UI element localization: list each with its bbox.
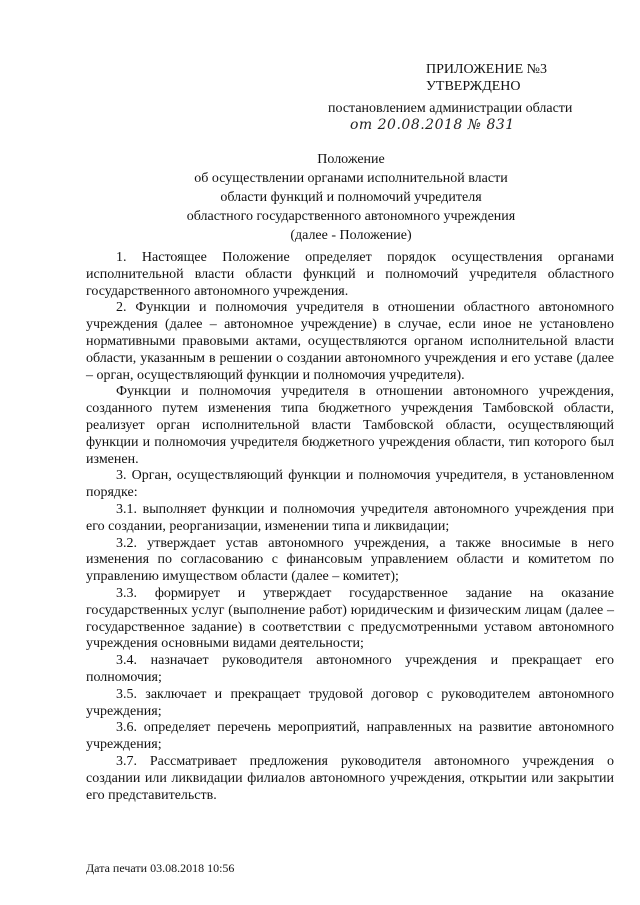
appendix-number: ПРИЛОЖЕНИЕ №3 xyxy=(426,62,547,77)
title-line: Положение xyxy=(317,152,385,167)
clause-3-3: 3.3. формирует и утверждает государственное задание на оказание государственных услуг (выполнение работ) юридическим и физическим лицам (далее – государственное задание) в соответствии с предусмотренными уставом автономного учреждения основными видами деятельности; xyxy=(86,585,614,652)
handwritten-date-number: от 20.08.2018 № 831 xyxy=(350,117,515,133)
clause-3-6: 3.6. определяет перечень мероприятий, направленных на развитие автономного учреждения; xyxy=(86,720,614,753)
paragraph-2-continuation: Функции и полномочия учредителя в отношении автономного учреждения, созданного путем изменения типа бюджетного учреждения Тамбовской области, реализует орган исполнительной власти Тамбовской области, осуществляющий функции и полномочия учредителя бюджетного учреждения области, тип которого был изменен. xyxy=(86,384,614,467)
print-date: Дата печати 03.08.2018 10:56 xyxy=(86,861,235,875)
title-line: об осуществлении органами исполнительной власти xyxy=(194,171,508,186)
decree-reference: постановлением администрации области xyxy=(328,101,573,116)
clause-3-5: 3.5. заключает и прекращает трудовой договор с руководителем автономного учреждения; xyxy=(86,686,614,719)
approved-label: УТВЕРЖДЕНО xyxy=(426,79,521,94)
paragraph-3: 3. Орган, осуществляющий функции и полномочия учредителя, в установленном порядке: xyxy=(86,468,614,501)
title-line: областного государственного автономного учреждения xyxy=(186,209,516,224)
clause-3-1: 3.1. выполняет функции и полномочия учредителя автономного учреждения при его создании, реорганизации, изменении типа и ликвидации; xyxy=(86,501,614,534)
document-title xyxy=(86,150,616,245)
paragraph-2: 2. Функции и полномочия учредителя в отношении областного автономного учреждения (далее – автономное учреждение) в случае, если иное не установлено нормативными правовыми актами, осуществляются органом исполнительной власти области, указанным в решении о создании автономного учреждения и его уставе (далее – орган, осуществляющий функции и полномочия учредителя). xyxy=(86,300,614,383)
title-line: (далее - Положение) xyxy=(290,228,412,243)
paragraph-1: 1. Настоящее Положение определяет порядок осуществления органами исполнительной власти области функций и полномочий учредителя областного государственного автономного учреждения. xyxy=(86,250,614,299)
title-line: области функций и полномочий учредителя xyxy=(220,190,482,205)
clause-3-7: 3.7. Рассматривает предложения руководителя автономного учреждения о создании или ликвидации филиалов автономного учреждения, открытии или закрытии его представительств. xyxy=(86,753,614,803)
clause-3-2: 3.2. утверждает устав автономного учреждения, а также вносимые в него изменения по согласованию с финансовым управлением области и комитетом по управлению имуществом области (далее – комитет); xyxy=(86,535,614,585)
document-body xyxy=(86,250,614,804)
clause-3-4: 3.4. назначает руководителя автономного учреждения и прекращает его полномочия; xyxy=(86,653,614,685)
